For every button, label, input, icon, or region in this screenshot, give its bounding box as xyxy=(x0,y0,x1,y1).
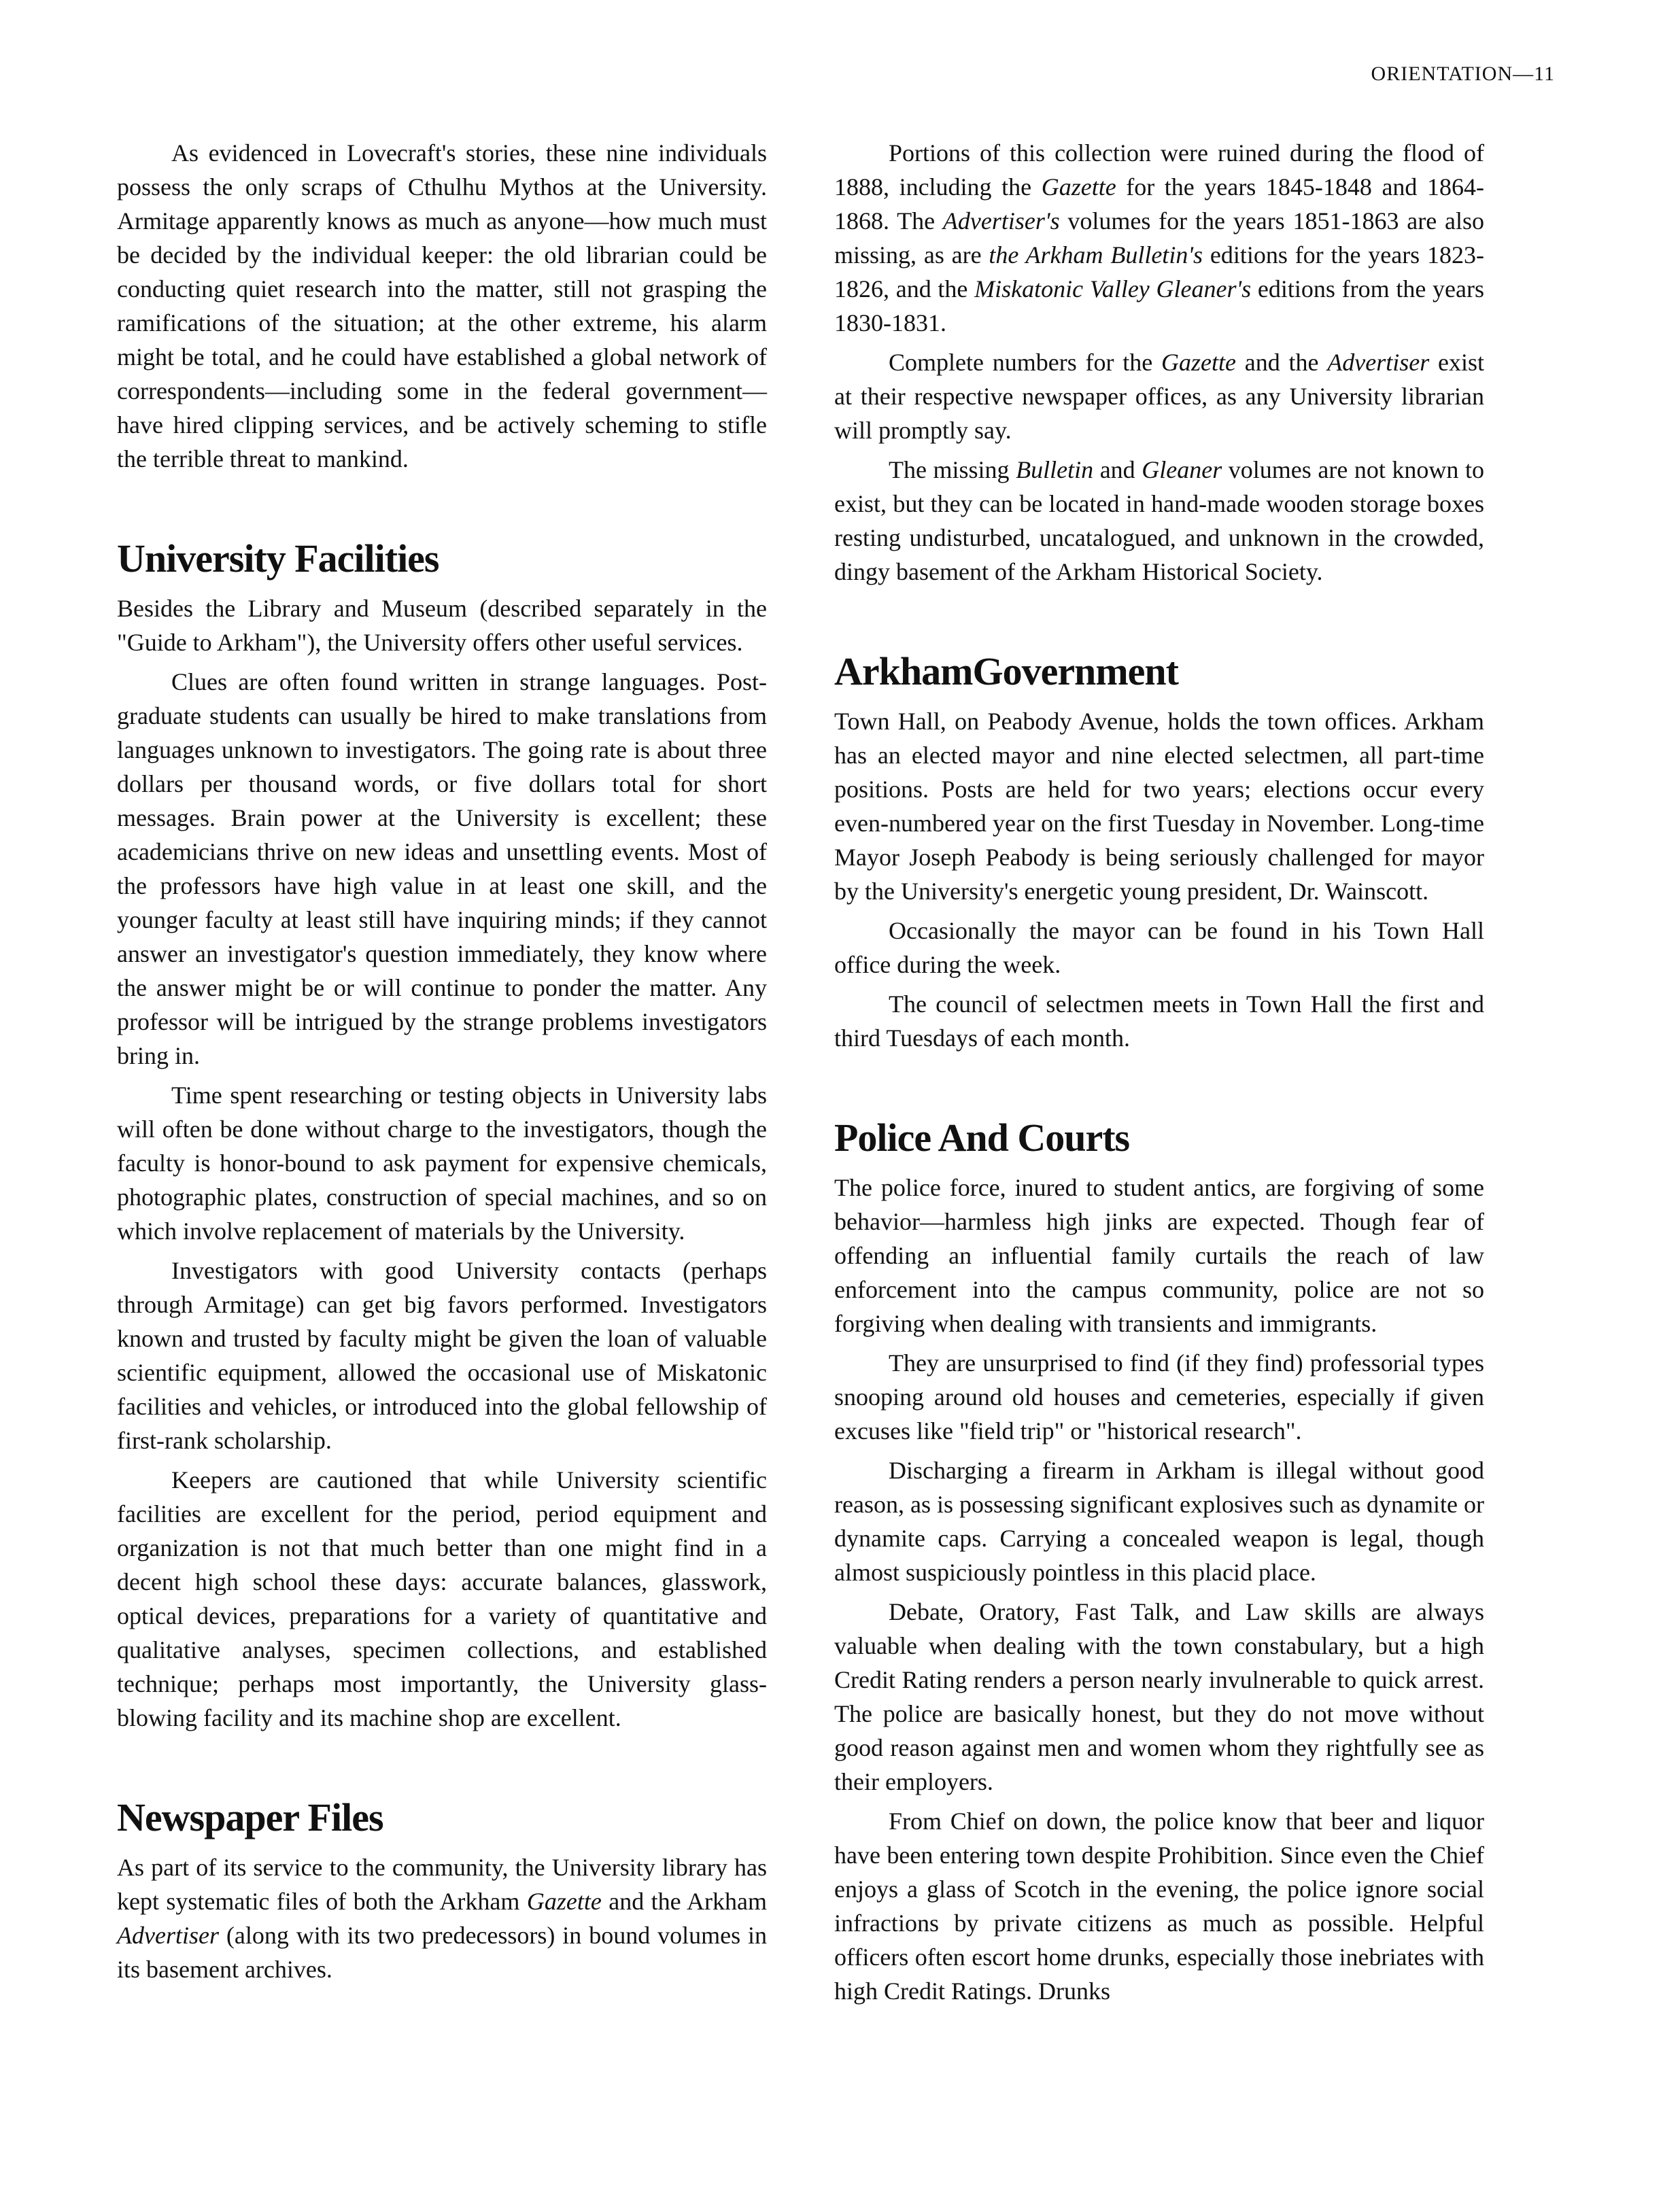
newspaper-paragraph-3 xyxy=(834,345,1484,447)
newspaper-paragraph-2 xyxy=(834,136,1484,340)
bulletin-title: Bulletin xyxy=(1016,456,1094,483)
text-run: As part of its service to the community, the University library has kept systematic files of both the Arkham xyxy=(117,1854,767,1915)
government-paragraph-3: The council of selectmen meets in Town Hall the first and third Tuesdays of each month. xyxy=(834,990,1484,1052)
heading-police-and-courts: Police And Courts xyxy=(834,1116,1130,1160)
heading-university-facilities: University Facilities xyxy=(117,536,439,581)
newspaper-paragraph-1 xyxy=(117,1850,767,1986)
government-paragraph-2: Occasionally the mayor can be found in his Town Hall office during the week. xyxy=(834,917,1484,978)
text-run: Complete numbers for the xyxy=(889,349,1161,376)
gazette-title: Gazette xyxy=(526,1888,602,1915)
text-run: and the Arkham xyxy=(601,1888,767,1915)
police-paragraph-5: From Chief on down, the police know that beer and liquor have been entering town despite Prohibition. Since even the Chief enjoys a glass of Scotch in the evening, the police ignore social infractions by private citizens as much as possible. Helpful officers often escort home drunks, especially those inebriates with high Credit Ratings. Drunks xyxy=(834,1808,1484,2005)
text-run: for the years 1845-1848 and 1864-1868. The xyxy=(834,173,1484,235)
gazette-title: Gazette xyxy=(1161,349,1236,376)
advertiser-title: Advertiser's xyxy=(942,207,1060,235)
advertiser-title: Advertiser xyxy=(1327,349,1430,376)
text-run: volumes are not known to exist, but they can be located in hand-made wooden storage boxes resting undisturbed, uncatalogued, and unknown in the crowded, dingy basement of the Arkham Historical Society. xyxy=(834,456,1484,585)
text-run: and the xyxy=(1235,349,1328,376)
text-run: editions from the years 1830-1831. xyxy=(834,275,1484,336)
gazette-title: Gazette xyxy=(1041,173,1116,201)
left-column xyxy=(117,136,767,1992)
text-run: exist at their respective newspaper offices, as any University librarian will promptly say. xyxy=(834,349,1484,444)
facilities-paragraph-2: Clues are often found written in strange languages. Post-graduate students can usually be hired to make translations from languages unknown to investigators. The going rate is about three dollars per thousand words, or five dollars total for short messages. Brain power at the University is excellent; these academicians thrive on new ideas and unsettling events. Most of the professors have high value in at least one skill, and the younger faculty at least still have inquiring minds; if they cannot answer an investigator's question immediately, they know where the answer might be or will continue to ponder the matter. Any professor will be intrigued by the strange problems investigators bring in. xyxy=(117,668,767,1069)
right-column xyxy=(834,136,1484,2014)
running-head: ORIENTATION—11 xyxy=(1371,63,1555,85)
heading-newspaper-files: Newspaper Files xyxy=(117,1795,383,1839)
police-paragraph-2: They are unsurprised to find (if they find) professorial types snooping around old houses and cemeteries, especially if given excuses like "field trip" or "historical research". xyxy=(834,1349,1484,1445)
gleaner-title: Gleaner xyxy=(1142,456,1222,483)
police-paragraph-4: Debate, Oratory, Fast Talk, and Law skills are always valuable when dealing with the town constabulary, but a high Credit Rating renders a person nearly invulnerable to quick arrest. The police are basically honest, but they do not move without good reason against men and women whom they rightfully see as their employers. xyxy=(834,1598,1484,1795)
police-paragraph-1: The police force, inured to student antics, are forgiving of some behavior—harmless high jinks are expected. Though fear of offending an influential family curtails the reach of law enforcement into the campus community, police are not so forgiving when dealing with transients and immigrants. xyxy=(834,1174,1484,1337)
government-paragraph-1: Town Hall, on Peabody Avenue, holds the town offices. Arkham has an elected mayor and nine elected selectmen, all part-time positions. Posts are held for two years; elections occur every even-numbered year on the first Tuesday in November. Long-time Mayor Joseph Peabody is being seriously challenged for mayor by the University's energetic young president, Dr. Wainscott. xyxy=(834,708,1484,905)
text-run: editions for the years 1823-1826, and the xyxy=(834,241,1484,303)
bulletin-title: the Arkham Bulletin's xyxy=(989,241,1203,269)
text-run: The missing xyxy=(889,456,1016,483)
police-paragraph-3: Discharging a firearm in Arkham is illegal without good reason, as is possessing significant explosives such as dynamite or dynamite caps. Carrying a concealed weapon is legal, though almost suspiciously pointless in this placid place. xyxy=(834,1457,1484,1586)
facilities-paragraph-1: Besides the Library and Museum (described separately in the "Guide to Arkham"), the University offers other useful services. xyxy=(117,595,767,656)
text-run: (along with its two predecessors) in bound volumes in its basement archives. xyxy=(117,1922,767,1983)
advertiser-title: Advertiser xyxy=(117,1922,219,1949)
facilities-paragraph-5: Keepers are cautioned that while University scientific facilities are excellent for the period, period equipment and organization is not that much better than one might find in a decent high school these days: accurate balances, glasswork, optical devices, preparations for a variety of quantitative and qualitative analyses, specimen collections, and established technique; perhaps most importantly, the University glass-blowing facility and its machine shop are excellent. xyxy=(117,1466,767,1731)
facilities-paragraph-4: Investigators with good University contacts (perhaps through Armitage) can get big favors performed. Investigators known and trusted by faculty might be given the loan of valuable scientific equipment, allowed the occasional use of Miskatonic facilities and vehicles, or introduced into the global fellowship of first-rank scholarship. xyxy=(117,1257,767,1454)
gleaner-title: Miskatonic Valley Gleaner's xyxy=(974,275,1252,303)
text-run: volumes for the years 1851-1863 are also missing, as are xyxy=(834,207,1484,269)
intro-paragraph: As evidenced in Lovecraft's stories, these nine individuals possess the only scraps of Cthulhu Mythos at the University. Armitage apparently knows as much as anyone—how much must be decided by the individual keeper: the old librarian could be conducting quiet research into the matter, still not grasping the ramifications of the situation; at the other extreme, his alarm might be total, and he could have established a global network of correspondents—including some in the federal government—have hired clipping services, and be actively scheming to stifle the terrible threat to mankind. xyxy=(117,139,767,472)
text-run: Portions of this collection were ruined during the flood of 1888, including the xyxy=(834,139,1484,201)
facilities-paragraph-3: Time spent researching or testing objects in University labs will often be done without charge to the investigators, though the faculty is honor-bound to ask payment for expensive chemicals, photographic plates, construction of special machines, and so on which involve replacement of materials by the University. xyxy=(117,1082,767,1245)
text-run: and xyxy=(1093,456,1142,483)
heading-arkham-government: ArkhamGovernment xyxy=(834,649,1178,693)
newspaper-paragraph-4 xyxy=(834,453,1484,589)
